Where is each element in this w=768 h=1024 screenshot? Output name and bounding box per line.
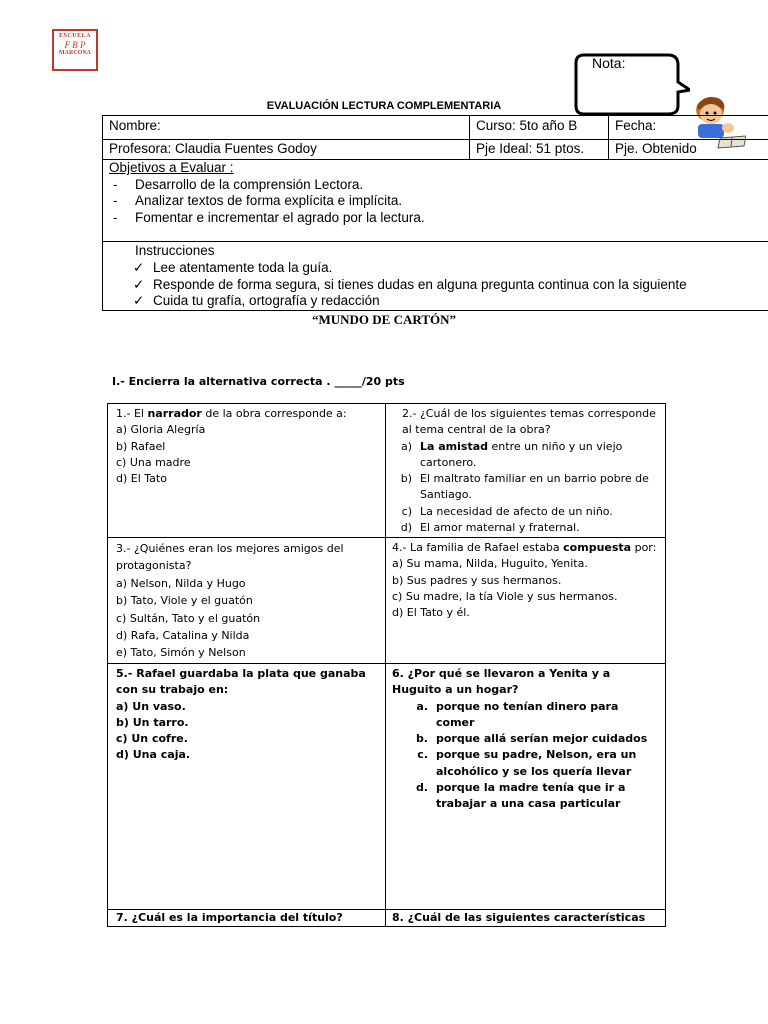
option: c) Sultán, Tato y el guatón [116,611,261,625]
fecha-field [608,115,768,140]
text: porque la madre tenía que ir a trabajar a una casa particular [436,781,626,811]
logo-initials: F B P [64,40,86,50]
question-3 [107,537,386,664]
text: b) [400,472,412,486]
text: 3.- ¿Quiénes eran los mejores amigos del protagonista? [116,542,344,573]
text: c) [401,504,412,518]
fecha-label: Fecha: [615,118,657,133]
text: La amistad [420,439,489,453]
pje-obtenido-field [608,139,768,160]
option: b) Sus padres y sus hermanos. [392,573,562,587]
objetivos-section [102,159,768,242]
option: e) Tato, Simón y Nelson [116,646,246,660]
option: b) Tato, Viole y el guatón [116,594,253,608]
text: porque su padre, Nelson, era un alcohólico y se los quería llevar [436,748,637,778]
text: b. [415,732,428,746]
nota-label: Nota: [592,55,626,71]
question-5 [107,663,386,910]
text: 1.- El [116,407,148,420]
pje-ideal-label: Pje Ideal: 51 ptos. [476,141,585,156]
option [392,747,657,780]
text: d) [400,521,412,535]
option: c) Un cofre. [116,732,188,746]
section-heading: I.- Encierra la alternativa correcta . _____/20 pts [112,375,405,388]
profesora-field [102,139,470,160]
curso-label: Curso: 5to año B [476,118,578,133]
option: a) Gloria Alegría [116,423,206,437]
logo-line-3: MARCONA [59,50,91,56]
page-title [0,100,768,112]
curso-field [469,115,609,140]
question-7 [107,909,386,927]
option: a) Un vaso. [116,699,186,713]
option: b) Rafael [116,439,166,453]
option [394,439,657,472]
option: a) Nelson, Nilda y Hugo [116,576,246,590]
text: Analizar textos de forma explícita e implícita. [135,193,403,208]
checkmark-icon: ✓ [133,277,145,292]
nombre-label: Nombre: [109,118,161,133]
profesora-label: Profesora: Claudia Fuentes Godoy [109,141,317,156]
text: Lee atentamente toda la guía. [153,260,333,275]
text: porque allá serían mejor cuidados [436,732,648,746]
text: c. [417,748,428,762]
logo-line-1: ESCUELA [59,33,91,39]
option [394,520,657,536]
text: 7. ¿Cuál es la importancia del título? [116,911,343,924]
option: d) Rafa, Catalina y Nilda [116,629,250,643]
option: d) Una caja. [116,748,191,762]
text: El amor maternal y fraternal. [420,521,580,535]
option: d) El Tato y él. [392,606,470,620]
text: de la obra corresponde a: [201,407,347,420]
option: c) Una madre [116,455,191,469]
text: Responde de forma segura, si tienes dudas en alguna pregunta continua con la siguiente [153,277,687,292]
checkmark-icon: ✓ [133,260,145,275]
text: La necesidad de afecto de un niño. [420,504,613,518]
page-title-text: EVALUACIÓN LECTURA COMPLEMENTARIA [266,100,502,112]
option [394,471,657,504]
option [392,731,657,747]
checkmark-icon: ✓ [133,293,145,308]
question-8 [385,909,666,927]
text: 4.- La familia de Rafael estaba [392,541,564,554]
text: 2.- ¿Cuál de los siguientes temas corresponde al tema central de la obra? [402,407,656,437]
option [392,780,657,813]
option [394,504,657,520]
text: d. [415,781,428,795]
book-title: “MUNDO DE CARTÓN” [312,312,456,327]
pje-ideal-field [469,139,609,160]
text: El maltrato familiar en un barrio pobre de Santiago. [420,472,649,502]
question-4 [385,537,666,664]
instrucciones-title: Instrucciones [135,243,215,258]
pje-obtenido-label: Pje. Obtenido [615,141,697,156]
text: 8. ¿Cuál de las siguientes características [392,911,646,924]
option: a) Su mama, Nilda, Huguito, Yenita. [392,557,588,571]
school-logo [52,29,98,71]
text: narrador [147,407,202,420]
option: d) El Tato [116,472,167,486]
nombre-field [102,115,470,140]
text: Desarrollo de la comprensión Lectora. [135,177,364,192]
instruccion-item [133,277,687,293]
objetivo-item: - Desarrollo de la comprensión Lectora. [113,177,364,192]
text: Fomentar e incrementar el agrado por la lectura. [135,210,425,225]
text: por: [631,541,657,554]
text: porque no tenían dinero para comer [436,699,619,729]
objetivo-item: - Analizar textos de forma explícita e implícita. [113,193,403,208]
instrucciones-section [102,241,768,311]
text: compuesta [563,541,632,554]
instruccion-item [133,260,332,276]
text: 5.- Rafael guardaba la plata que ganaba con su trabajo en: [116,667,366,697]
question-6 [385,663,666,910]
text: Cuida tu grafía, ortografía y redacción [153,293,380,308]
option: b) Un tarro. [116,715,189,729]
question-2 [385,403,666,538]
question-1 [107,403,386,538]
option [392,699,657,732]
text: a) [400,439,412,453]
text: 6. ¿Por qué se llevaron a Yenita y a Huguito a un hogar? [392,667,611,697]
option: c) Su madre, la tía Viole y sus hermanos. [392,589,618,603]
text: a. [416,699,428,713]
instruccion-item [133,293,380,309]
objetivo-item: - Fomentar e incrementar el agrado por la lectura. [113,210,425,225]
text: entre un niño y un viejo cartonero. [420,439,623,469]
objetivos-title: Objetivos a Evaluar : [109,160,234,175]
